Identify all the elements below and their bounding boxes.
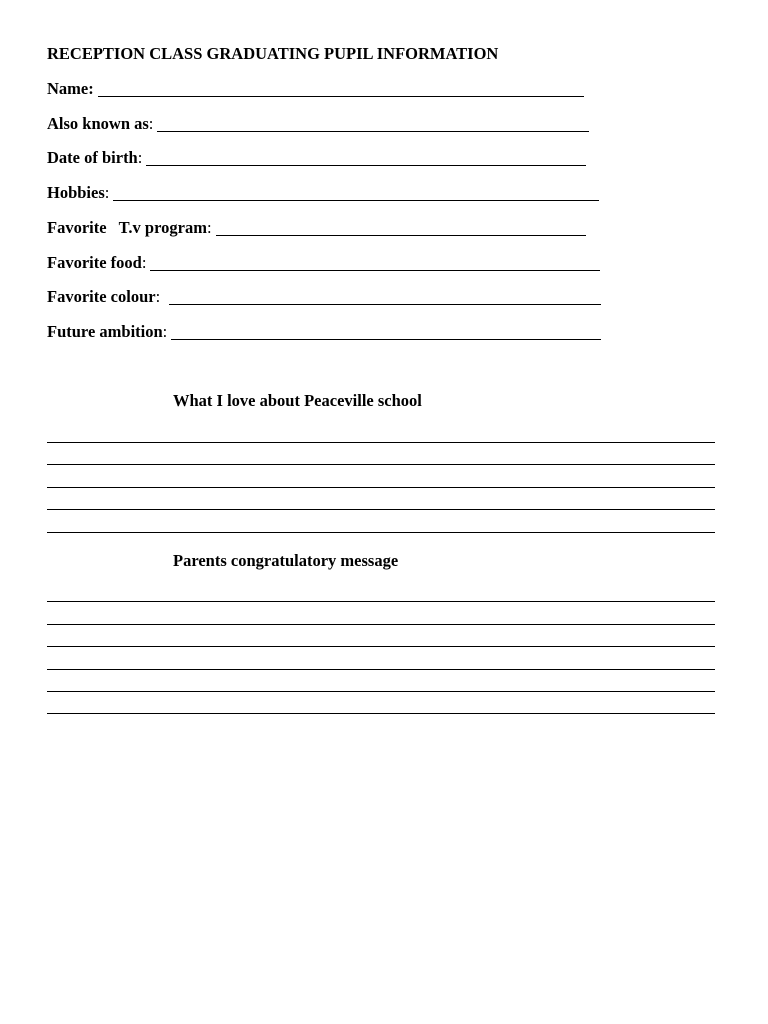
parents-writing-line-3[interactable] xyxy=(47,646,715,647)
parents-writing-line-5[interactable] xyxy=(47,691,715,692)
love-writing-line-3[interactable] xyxy=(47,487,715,488)
future-ambition-entry-line[interactable] xyxy=(171,323,601,340)
name-entry-line[interactable] xyxy=(98,80,584,97)
name-field xyxy=(47,79,584,99)
hobbies-field xyxy=(47,183,599,203)
date-of-birth-colon: : xyxy=(137,148,143,167)
favorite-food-label: Favorite food xyxy=(47,253,142,272)
hobbies-colon: : xyxy=(104,183,110,202)
date-of-birth-entry-line[interactable] xyxy=(146,149,586,166)
date-of-birth-field xyxy=(47,148,586,168)
future-ambition-colon: : xyxy=(162,322,168,341)
favorite-tv-program-entry-line[interactable] xyxy=(216,219,586,236)
also-known-as-field xyxy=(47,114,589,134)
favorite-colour-colon: : xyxy=(155,287,161,306)
parents-writing-line-1[interactable] xyxy=(47,601,715,602)
future-ambition-field xyxy=(47,322,601,342)
also-known-as-colon: : xyxy=(148,114,154,133)
favorite-colour-field xyxy=(47,287,601,307)
parents-writing-line-6[interactable] xyxy=(47,713,715,714)
future-ambition-label: Future ambition xyxy=(47,322,163,341)
hobbies-entry-line[interactable] xyxy=(113,184,599,201)
favorite-tv-program-label: Favorite T.v program xyxy=(47,218,207,237)
favorite-food-field xyxy=(47,253,600,273)
favorite-tv-program-field xyxy=(47,218,586,238)
form-title: RECEPTION CLASS GRADUATING PUPIL INFORMATION xyxy=(47,44,499,63)
parents-writing-line-4[interactable] xyxy=(47,669,715,670)
also-known-as-label: Also known as xyxy=(47,114,149,133)
name-colon: : xyxy=(88,79,94,98)
favorite-food-colon: : xyxy=(141,253,147,272)
love-writing-line-5[interactable] xyxy=(47,532,715,533)
love-writing-line-2[interactable] xyxy=(47,464,715,465)
also-known-as-entry-line[interactable] xyxy=(157,115,589,132)
love-writing-line-4[interactable] xyxy=(47,509,715,510)
name-label: Name xyxy=(47,79,89,98)
hobbies-label: Hobbies xyxy=(47,183,105,202)
favorite-tv-program-colon: : xyxy=(206,218,212,237)
favorite-colour-entry-line[interactable] xyxy=(169,288,601,305)
favorite-food-entry-line[interactable] xyxy=(150,254,600,271)
parents-writing-line-2[interactable] xyxy=(47,624,715,625)
parents-section-heading: Parents congratulatory message xyxy=(173,551,399,570)
date-of-birth-label: Date of birth xyxy=(47,148,138,167)
favorite-colour-label: Favorite colour xyxy=(47,287,156,306)
love-writing-line-1[interactable] xyxy=(47,442,715,443)
love-section-heading: What I love about Peaceville school xyxy=(173,391,422,410)
